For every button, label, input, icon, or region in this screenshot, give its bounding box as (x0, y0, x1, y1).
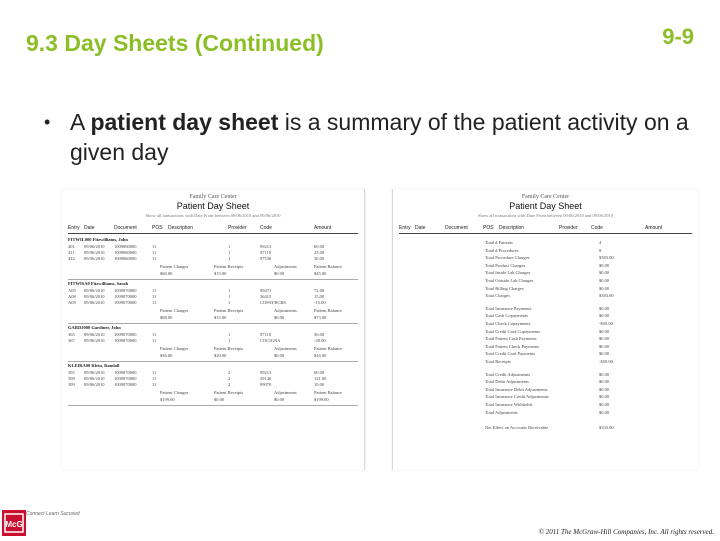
transaction-cell: 121.00 (314, 376, 327, 381)
total-label: Patient Balance (314, 346, 343, 351)
transaction-cell: 11 (152, 376, 157, 381)
transaction-cell: 11 (152, 288, 157, 293)
summary-value: 4 (599, 240, 602, 245)
summary-row (399, 263, 692, 269)
total-label: Adjustments (274, 264, 297, 269)
transaction-cell: 11 (152, 332, 157, 337)
summary-row (399, 270, 692, 276)
summary-row (399, 402, 692, 408)
summary-value: $0.00 (599, 278, 610, 283)
summary-value: $0.00 (599, 351, 610, 357)
column-header: Amount (314, 225, 332, 231)
column-header: Provider (559, 225, 578, 231)
transaction-cell: 11 (152, 370, 157, 375)
transaction-cell: 1 (228, 338, 231, 343)
practice-name: Family Care Center (189, 194, 237, 200)
total-value: $0.00 (274, 353, 285, 358)
summary-row (399, 293, 692, 299)
summary-row (399, 240, 692, 246)
transaction-cell: 411 (68, 250, 75, 255)
slide-number: 9-9 (662, 24, 694, 49)
transaction-cell: 09/06/2010 (84, 376, 105, 381)
transaction-cell: 1 (228, 244, 231, 249)
patient-day-sheet-report-right (392, 189, 698, 470)
total-label: Patient Balance (314, 308, 343, 313)
summary-row (399, 248, 692, 254)
total-label: Patient Receipts (214, 308, 244, 313)
transaction-cell: 09/06/2010 (84, 332, 105, 337)
total-label: Patient Charges (160, 308, 189, 313)
slide-title: 9.3 Day Sheets (Continued) (26, 30, 324, 56)
transaction-row (68, 338, 358, 344)
transaction-cell: 1009070000 (114, 370, 137, 375)
transaction-cell: COPAYBCBS (260, 300, 286, 305)
summary-row (399, 321, 692, 327)
summary-label: Total Insurance Withholds (485, 402, 533, 407)
transaction-cell: 72.00 (314, 288, 325, 293)
summary-value: $383.00 (599, 293, 614, 299)
patient-name: FITWISA0 Fitzwilliams, Sarah (68, 281, 129, 286)
summary-row (399, 329, 692, 335)
summary-row (399, 425, 692, 431)
transaction-cell: 1009070000 (114, 332, 137, 337)
transaction-cell: -15.00 (314, 300, 326, 305)
patient-separator (68, 279, 358, 280)
patient-totals-values (68, 353, 358, 359)
transaction-cell: -20.00 (314, 338, 326, 343)
summary-value: $0.00 (599, 343, 610, 349)
transaction-cell: 1009070000 (114, 288, 137, 293)
transaction-cell: 1 (228, 294, 231, 299)
mcgraw-hill-logo (2, 510, 26, 536)
column-header: Entry (399, 225, 411, 231)
summary-row (399, 351, 692, 357)
transaction-cell: 11 (152, 300, 157, 305)
summary-label: Total Adjustments (485, 409, 518, 415)
column-header: Code (260, 225, 272, 231)
patient-name-row (68, 281, 358, 287)
total-label: Patient Receipts (214, 346, 244, 351)
summary-value: $0.00 (599, 328, 610, 334)
transaction-cell: 10.00 (314, 382, 325, 387)
summary-value: $383.00 (599, 255, 614, 261)
transaction-cell: A08 (68, 294, 76, 299)
patient-totals-values (68, 397, 358, 403)
summary-row (399, 306, 692, 312)
summary-label: Total Check Copayments (485, 321, 531, 326)
total-value: $88.00 (160, 315, 173, 320)
summary-label: Total Inside Lab Charges (485, 270, 531, 276)
summary-row (399, 344, 692, 350)
column-header: POS (152, 225, 163, 231)
transaction-cell: 09/06/2010 (84, 370, 105, 375)
total-value: $16.00 (314, 353, 327, 358)
practice-name: Family Care Center (521, 194, 570, 200)
summary-value: $0.00 (599, 371, 610, 377)
transaction-cell: 11 (152, 294, 157, 299)
summary-label: Total Patient Cash Payments (485, 336, 537, 342)
transaction-cell: 60.00 (314, 244, 325, 249)
transaction-cell: 11 (152, 382, 157, 387)
summary-value: $0.00 (599, 402, 610, 407)
patient-separator (68, 361, 358, 362)
patient-totals-labels (68, 390, 358, 396)
summary-value: $0.00 (599, 285, 610, 291)
transaction-cell: 2 (228, 382, 231, 387)
total-value: $0.00 (214, 397, 225, 402)
summary-label: Total Credit Adjustments (485, 371, 531, 377)
column-header: Entry (68, 225, 80, 231)
summary-label: Net Effect on Accounts Receivable (485, 425, 549, 431)
summary-row (399, 359, 692, 365)
summary-row (399, 336, 692, 342)
total-value: $45.00 (314, 271, 327, 276)
total-value: $20.00 (214, 353, 227, 358)
transaction-cell: 1009060000 (114, 244, 137, 249)
transaction-cell: 367 (68, 338, 75, 343)
summary-label: Total Outside Lab Charges (485, 278, 534, 283)
transaction-cell: 412 (68, 256, 75, 261)
transaction-cell: 11 (152, 338, 157, 343)
transaction-cell: 97530 (260, 256, 272, 261)
transaction-cell: 11 (152, 244, 157, 249)
column-header: POS (483, 225, 494, 231)
total-value: $73.00 (314, 315, 327, 320)
bullet-icon: • (44, 112, 51, 132)
transaction-row (68, 256, 358, 262)
bullet-text: is a summary of the patient activity on a given day (70, 109, 689, 165)
summary-label: Total Charges (485, 293, 510, 299)
patient-name-row (68, 325, 358, 331)
patient-name-row (68, 237, 358, 243)
summary-label: Total Insurance Credit Adjustments (485, 394, 549, 400)
column-header: Description (168, 225, 194, 231)
summary-label: Total # Patients (485, 240, 513, 245)
transaction-cell: 2 (228, 370, 231, 375)
transaction-cell: 1009060000 (114, 250, 137, 255)
transaction-cell: 1009070000 (114, 338, 137, 343)
summary-row (399, 387, 692, 393)
summary-value: 8 (599, 247, 602, 253)
patient-totals-labels (68, 264, 358, 270)
summary-value: -$50.00 (599, 321, 613, 326)
transaction-cell: 97110 (260, 250, 272, 255)
transaction-cell: 1009070000 (114, 376, 137, 381)
transaction-cell: 36.00 (314, 332, 325, 337)
transaction-cell: 60.00 (314, 370, 325, 375)
transaction-cell: 15.00 (314, 294, 325, 299)
summary-value: $0.00 (599, 305, 610, 311)
transaction-cell: 1009060000 (114, 256, 137, 261)
bullet-term: patient day sheet (90, 109, 279, 135)
column-header: Description (499, 225, 525, 231)
summary-value: -$50.00 (599, 359, 613, 364)
summary-label: Total Insurance Debit Adjustments (485, 386, 548, 392)
total-label: Patient Receipts (214, 390, 244, 395)
summary-row (399, 286, 692, 292)
total-value: $0.00 (274, 397, 285, 402)
transaction-cell: 2 (228, 376, 231, 381)
summary-label: Total Receipts (485, 359, 511, 364)
summary-label: Total Product Charges (485, 262, 526, 268)
summary-label: Total Cash Copayments (485, 313, 528, 319)
transaction-cell: 09/06/2010 (84, 300, 105, 305)
transaction-cell: 09/06/2010 (84, 294, 105, 299)
report-subtitle: Show all transactions with Date From between 09/06/2010 and 09/06/2010 (477, 213, 614, 218)
summary-label: Total Credit Card Copayments (485, 328, 541, 334)
summary-label: Total Billing Charges (485, 285, 524, 291)
summary-row (399, 379, 692, 385)
total-value: $60.00 (160, 271, 173, 276)
summary-row (399, 313, 692, 319)
summary-value: $0.00 (599, 386, 610, 392)
transaction-cell: 365 (68, 332, 75, 337)
total-value: $36.00 (160, 353, 173, 358)
total-value: $199.00 (314, 397, 329, 402)
transaction-cell: 1 (228, 300, 231, 305)
summary-value: $0.00 (599, 262, 610, 268)
summary-value: $0.00 (599, 336, 610, 342)
patient-separator (68, 323, 358, 324)
summary-label: Total Credit Card Payments (485, 351, 536, 357)
transaction-cell: 29140 (260, 376, 272, 381)
report-subtitle: Show all transactions with Date From between 09/06/2010 and 09/06/2010 (145, 213, 281, 218)
total-value: $0.00 (274, 315, 285, 320)
summary-row (399, 410, 692, 416)
transaction-cell: 09/06/2010 (84, 256, 105, 261)
patient-name: GARDJ000 Gardiner, John (68, 325, 121, 330)
summary-value: $333.00 (599, 425, 614, 431)
transaction-cell: 09/06/2010 (84, 244, 105, 249)
summary-label: Total # Procedures (485, 247, 519, 253)
summary-value: $0.00 (599, 409, 610, 415)
total-label: Patient Charges (160, 346, 189, 351)
bullet-prefix: A (70, 109, 91, 135)
column-header: Code (591, 225, 603, 231)
copyright-notice: © 2011 The McGraw-Hill Companies, Inc. All rights reserved. (538, 528, 714, 536)
bullet-point (44, 108, 710, 168)
report-title: Patient Day Sheet (176, 201, 250, 211)
transaction-cell: A05 (68, 288, 76, 293)
column-header: Amount (645, 225, 663, 231)
summary-label: Total Patient Check Payments (485, 343, 540, 349)
column-header: Date (84, 225, 95, 231)
transaction-cell: A09 (68, 300, 76, 305)
transaction-cell: 30.00 (314, 256, 325, 261)
patient-totals-values (68, 271, 358, 277)
total-label: Patient Charges (160, 390, 189, 395)
transaction-cell: 1 (228, 332, 231, 337)
summary-value: $0.00 (599, 270, 610, 276)
patient-name: FITWIL000 Fitzwilliams, John (68, 237, 128, 242)
summary-row (399, 372, 692, 378)
column-header: Provider (228, 225, 247, 231)
transaction-cell: 97110 (260, 332, 272, 337)
transaction-cell: 401 (68, 244, 75, 249)
column-header: Date (415, 225, 426, 231)
transaction-cell: 399 (68, 382, 75, 387)
transaction-cell: 25.00 (314, 250, 325, 255)
report-title: Patient Day Sheet (509, 201, 582, 211)
patient-separator (68, 405, 358, 406)
transaction-row (68, 382, 358, 388)
patient-totals-labels (68, 308, 358, 314)
transaction-cell: 09/06/2010 (84, 288, 105, 293)
transaction-cell: 09/06/2010 (84, 382, 105, 387)
transaction-cell: 99070 (260, 382, 272, 387)
summary-row (399, 278, 692, 284)
transaction-cell: 1 (228, 256, 231, 261)
summary-row (399, 394, 692, 400)
report-header-row (68, 225, 358, 234)
transaction-cell: 99213 (260, 244, 272, 249)
total-value: $15.00 (214, 315, 227, 320)
column-header: Document (114, 225, 137, 231)
summary-value: $0.00 (599, 313, 610, 319)
summary-label: Total Insurance Payments (485, 305, 532, 311)
total-value: $199.00 (160, 397, 175, 402)
summary-row (399, 255, 692, 261)
svg-text:McG: McG (5, 520, 23, 529)
report-header-row (399, 225, 692, 234)
summary-value: $0.00 (599, 379, 610, 385)
total-label: Patient Receipts (214, 264, 244, 269)
summary-label: Total Procedure Charges (485, 255, 530, 261)
logo-tagline: Connect Learn Succeed (26, 511, 80, 517)
total-label: Adjustments (274, 308, 297, 313)
transaction-cell: 1009070000 (114, 294, 137, 299)
transaction-cell: 1009070000 (114, 382, 137, 387)
transaction-cell: 99213 (260, 370, 272, 375)
transaction-cell: 11 (152, 256, 157, 261)
total-label: Adjustments (274, 390, 297, 395)
summary-value: $0.00 (599, 394, 610, 400)
transaction-cell: 09/06/2010 (84, 250, 105, 255)
total-label: Patient Charges (160, 264, 189, 269)
total-label: Adjustments (274, 346, 297, 351)
transaction-cell: 1009070000 (114, 300, 137, 305)
total-value: $0.00 (274, 271, 285, 276)
transaction-row (68, 300, 358, 306)
transaction-cell: COCIGNA (260, 338, 281, 343)
transaction-cell: 395 (68, 370, 75, 375)
transaction-cell: 1 (228, 288, 231, 293)
transaction-cell: 11 (152, 250, 157, 255)
transaction-cell: 99471 (260, 288, 272, 293)
patient-name-row (68, 363, 358, 369)
patient-totals-labels (68, 346, 358, 352)
transaction-cell: 36415 (260, 294, 272, 299)
transaction-cell: 09/06/2010 (84, 338, 105, 343)
transaction-cell: 1 (228, 250, 231, 255)
total-label: Patient Balance (314, 264, 343, 269)
column-header: Document (445, 225, 468, 231)
patient-name: KLEIRA00 Klein, Randall (68, 363, 120, 368)
total-label: Patient Balance (314, 390, 343, 395)
patient-totals-values (68, 315, 358, 321)
transaction-cell: 398 (68, 376, 75, 381)
patient-day-sheet-report-left (62, 189, 365, 470)
total-value: $15.00 (214, 271, 227, 276)
summary-label: Total Debit Adjustments (485, 379, 529, 385)
